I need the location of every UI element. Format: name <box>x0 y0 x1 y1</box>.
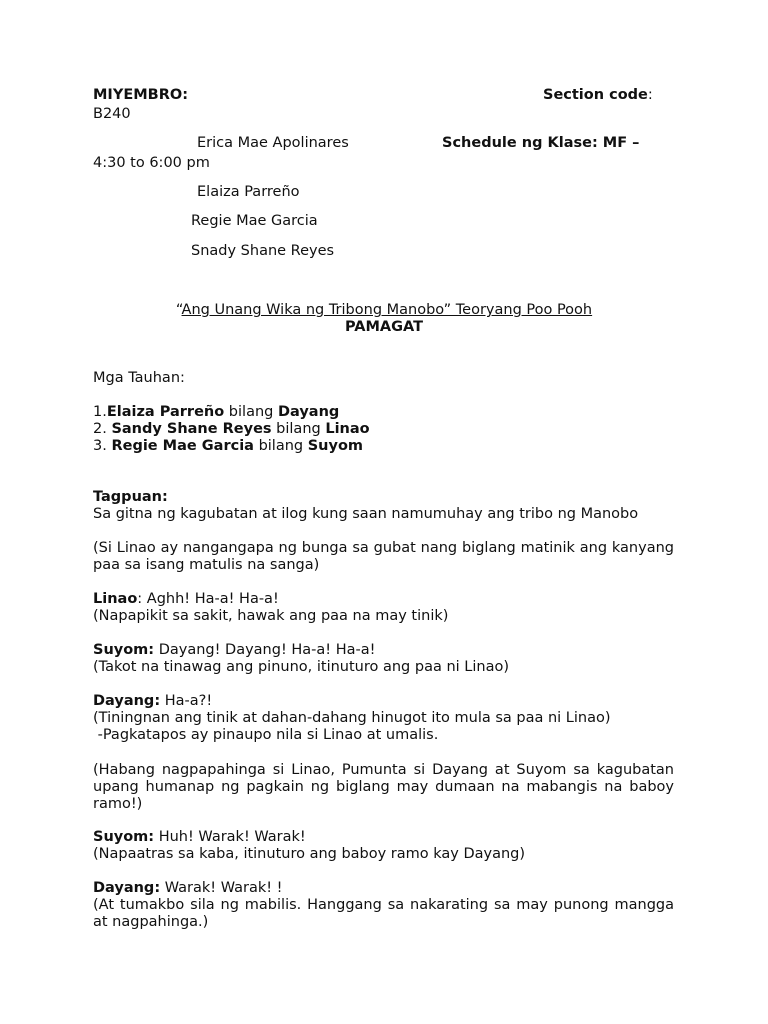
dialogue-line: Dayang: Ha-a?! <box>93 693 213 709</box>
dialogue-line: Suyom: Dayang! Dayang! Ha-a! Ha-a! <box>93 642 376 658</box>
section-code-value: B240 <box>93 106 131 122</box>
member-name: Snady Shane Reyes <box>191 243 335 259</box>
title-label: PAMAGAT <box>344 319 424 335</box>
characters-heading: Mga Tauhan: <box>93 370 185 386</box>
stage-direction: (Si Linao ay nangangapa ng bunga sa gubat nang biglang matinik ang kanyang paa sa isang matulis na sanga) <box>93 540 674 573</box>
character-item: 2. Sandy Shane Reyes bilang Linao <box>93 421 370 437</box>
stage-direction: (Napapikit sa sakit, hawak ang paa na may tinik) <box>93 608 449 624</box>
stage-direction: (Tiningnan ang tinik at dahan-dahang hinugot ito mula sa paa ni Linao) <box>93 710 611 726</box>
character-item: 1.Elaiza Parreño bilang Dayang <box>93 404 340 420</box>
stage-direction: (Takot na tinawag ang pinuno, itinuturo ang paa ni Linao) <box>93 659 509 675</box>
member-name: Regie Mae Garcia <box>191 213 318 229</box>
stage-direction: (Napaatras sa kaba, itinuturo ang baboy ramo kay Dayang) <box>93 846 526 862</box>
members-label: MIYEMBRO: <box>93 87 189 103</box>
section-code-label: Section code: <box>543 87 653 103</box>
dialogue-line: Suyom: Huh! Warak! Warak! <box>93 829 306 845</box>
dialogue-line: Linao: Aghh! Ha-a! Ha-a! <box>93 591 279 607</box>
setting-text: Sa gitna ng kagubatan at ilog kung saan namumuhay ang tribo ng Manobo <box>93 506 639 522</box>
play-title: “Ang Unang Wika ng Tribong Manobo” Teoryang Poo Pooh <box>175 302 593 318</box>
schedule-label: Schedule ng Klase: MF – <box>442 135 640 151</box>
setting-heading: Tagpuan: <box>93 489 168 505</box>
stage-direction: -Pagkatapos ay pinaupo nila si Linao at umalis. <box>93 727 439 743</box>
member-name: Erica Mae Apolinares <box>197 135 349 151</box>
dialogue-line: Dayang: Warak! Warak! ! <box>93 880 283 896</box>
stage-direction: (At tumakbo sila ng mabilis. Hanggang sa nakarating sa may punong mangga at nagpahinga.) <box>93 897 674 930</box>
schedule-value: 4:30 to 6:00 pm <box>93 155 210 171</box>
stage-direction: (Habang nagpapahinga si Linao, Pumunta si Dayang at Suyom sa kagubatan upang humanap ng pagkain ng biglang may dumaan na mabangis na baboy ramo!) <box>93 762 674 812</box>
member-name: Elaiza Parreño <box>197 184 300 200</box>
character-item: 3. Regie Mae Garcia bilang Suyom <box>93 438 364 454</box>
